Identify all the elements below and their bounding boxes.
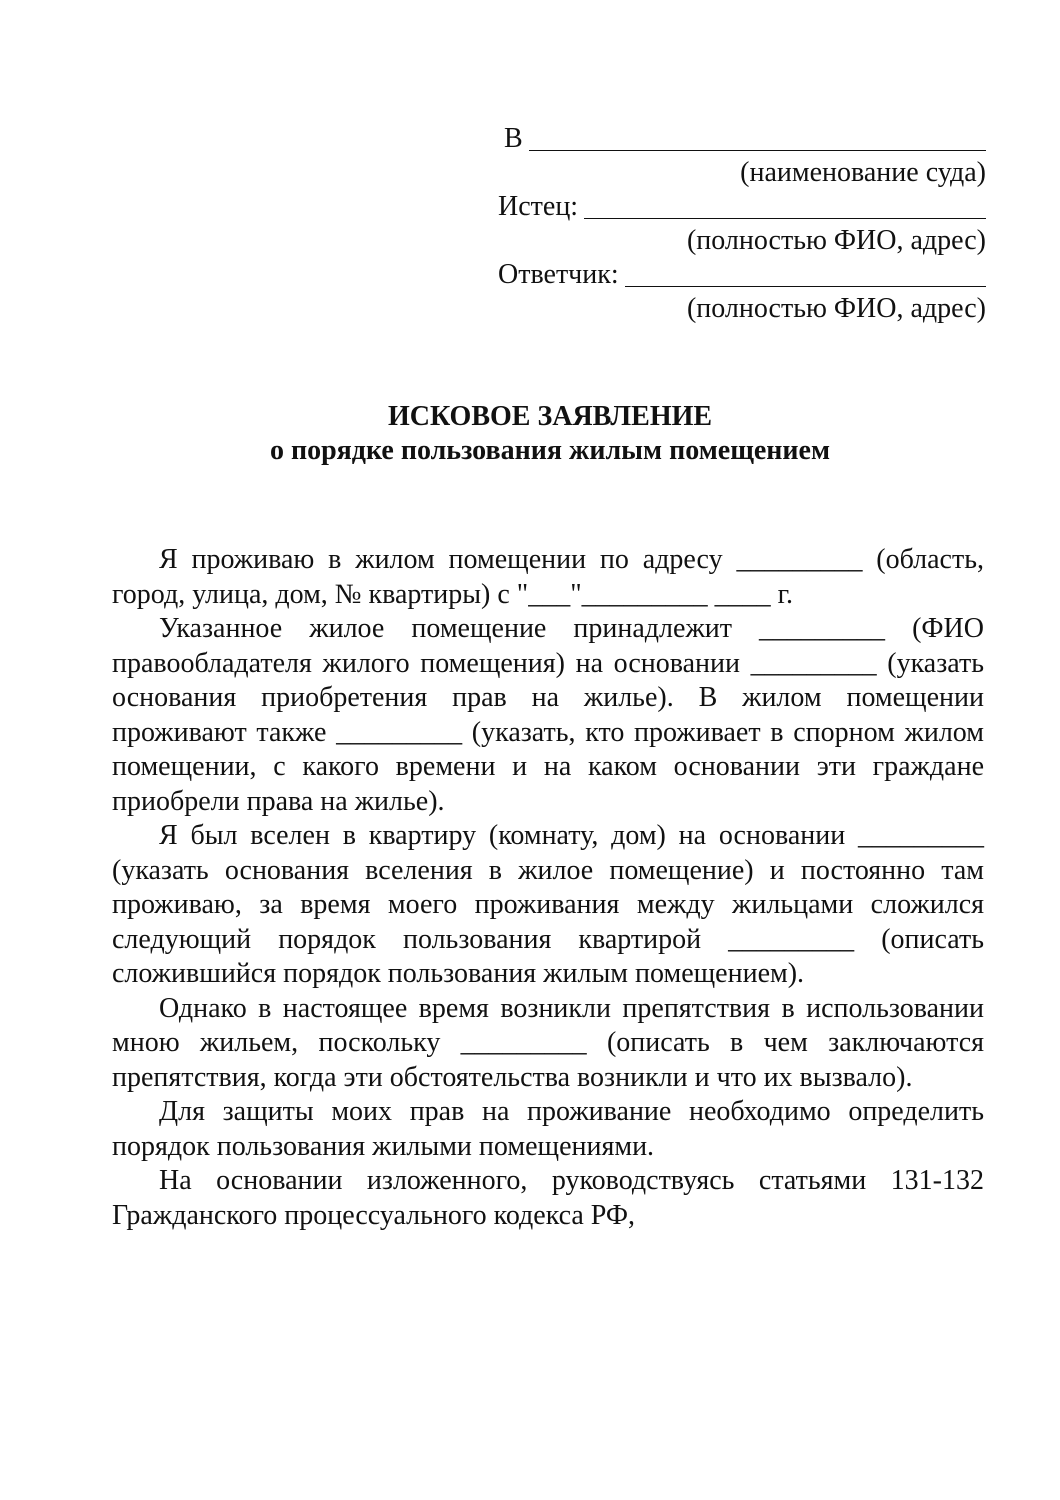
court-prefix: В xyxy=(504,123,523,154)
defendant-line xyxy=(498,258,986,292)
plaintiff-line xyxy=(498,190,986,224)
document-title xyxy=(0,400,1060,468)
plaintiff-blank xyxy=(584,193,986,219)
court-line xyxy=(498,122,986,156)
defendant-blank xyxy=(625,261,986,287)
paragraph: Я проживаю в жилом помещении по адресу _________ (область, город, улица, дом, № квартиры) с "___"_________ ____ г. xyxy=(112,544,984,610)
document-body xyxy=(112,543,984,1233)
title-subtitle: о порядке пользования жилым помещением xyxy=(269,435,831,466)
defendant-note: (полностью ФИО, адрес) xyxy=(686,293,986,324)
plaintiff-note: (полностью ФИО, адрес) xyxy=(686,225,986,256)
court-note: (наименование суда) xyxy=(740,157,986,188)
paragraph: На основании изложенного, руководствуясь статьями 131-132 Гражданского процессуального кодекса РФ, xyxy=(112,1165,984,1231)
addressee-block xyxy=(498,122,986,326)
paragraph: Для защиты моих прав на проживание необходимо определить порядок пользования жилыми помещениями. xyxy=(112,1096,984,1162)
paragraph: Указанное жилое помещение принадлежит _________ (ФИО правообладателя жилого помещения) на основании _________ (указать основания приобретения прав на жилье). В жилом помещении проживают также _________ (указать, кто проживает в спорном жилом помещении, с какого времени и на каком основании эти граждане приобрели права на жилье). xyxy=(112,613,984,817)
title-main: ИСКОВОЕ ЗАЯВЛЕНИЕ xyxy=(387,401,713,432)
plaintiff-label: Истец: xyxy=(498,191,579,222)
paragraph: Однако в настоящее время возникли препятствия в использовании мною жильем, поскольку _________ (описать в чем заключаются препятствия, когда эти обстоятельства возникли и что их вызвало). xyxy=(112,992,984,1093)
court-blank xyxy=(529,125,986,151)
paragraph: Я был вселен в квартиру (комнату, дом) на основании _________ (указать основания вселения в жилое помещение) и постоянно там проживаю, за время моего проживания между жильцами сложился следующий порядок пользования квартирой _________ (описать сложившийся порядок пользования жилым помещением). xyxy=(112,820,984,989)
defendant-label: Ответчик: xyxy=(498,259,619,290)
